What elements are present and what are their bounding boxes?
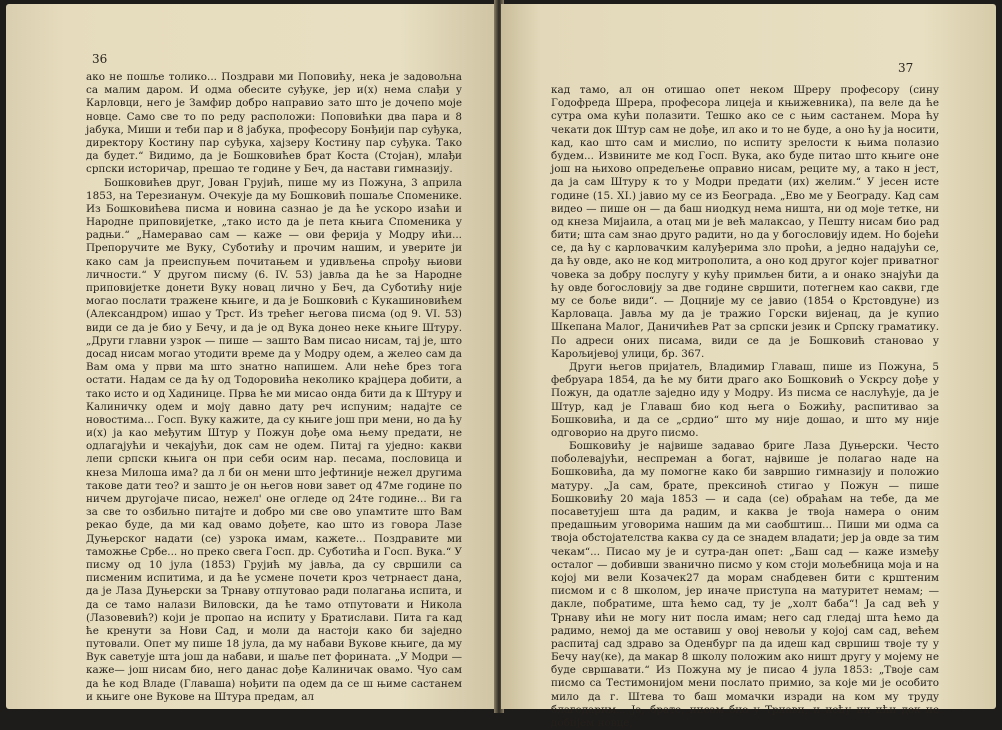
paragraph: Бошковићу је највише задавао бриге Лаза Дуњерски. Често поболевајући, неспреман а богат, највише је полагао наде на Бошковића, да му помогне како би завршио гимназију и положио матуру. „Ја сам, брате, прексиноћ стигао у Пожун — пише Бошковићу 20 маја 1853 — и сада (се) обраћам на тебе, да ме посаветујеш шта да радим, и каква је твоја намера о оним предашњим уговорима нашим да ми саобштиш... Пиши ми одма са твоја обстојателства каква су да се знадем владати; јер ја овде за тим чекам“... Писао му је и сутра-дан опет: „Баш сад — каже између осталог — добивши званично писмо у ком стоји мољебница моја и на којој ми вели Козачек27 да морам снабдевен бити с крштеним писмом и с 8 школом, јер иначе приступа на матуритет немам; — дакле, побратиме, шта ћемо сад, ту је „холт баба“! Ја сад већ у Трнаву ићи не могу нит посла имам; него сад гледај шта ћемо да радимо, немој да ме оставиш у овој невољи у којој сам сад, већем распитај сад здраво за Оденбург па да идеш кад свршиш твоје ту у Бечу нау(ке), да макар 8 школу положим ако ништ другу у мојему не буде свршавати.“ Из Пожуна му је писао 4 јула 1853: „Твоје сам писмо са Тестимонијом мени послато примио, за које ми је особито мило да г. Штева то баш момачки изради на ком му труду благодарим... Ја, брате, нисам био у Трнави, и нећу ни ићи док не добијем новце, — [551, 440, 939, 729]
paragraph: Други његов пријатељ, Владимир Главаш, пише из Пожуна, 5 фебруара 1854, да ће му бити драго ако Бошковић о Ускрсу дође у Пожун, да одатле заједно иду у Модру. Из писма се наслућује, да је Штур, кад је Главаш био код њега о Божићу, распитивао за Бошковића, и да се „срдио“ што му није дошао, и што му није одговорио на друго писмо. — [551, 360, 939, 439]
page-number-left: 36 — [92, 52, 108, 66]
paragraph: ако не пошље толико... Поздрави ми Поповићу, нека је задовољна са малим даром. И одма обесите суђуке, јер и(х) нема слађи у Карловци, него је Замфир добро направио зато што је дочепо моје новце. Само све то по реду расположи: Поповићки два пара и 8 јабука, Миши и теби пар и 8 јабука, професору Бонђији пар суђука, директору Костину пар суђука, хајзеру Костину пар суђука. Тако да будет.“ Видимо, да је Бошковићев брат Коста (Стојан), млађи српски историчар, прешао те године у Беч, да настави гимназију. — [86, 71, 462, 176]
right-page-text — [551, 84, 939, 730]
right-page — [501, 4, 996, 729]
paragraph: Бошковићев друг, Јован Грујић, пише му из Пожуна, 3 априла 1853, на Терезианум. Очекује да му Бошковић пошаље Споменике. Из Бошковићева писма и новина сазнао је да ће ускоро изаћи и Народне приповијетке, „тако исто да је пета књига Споменика у радњи.“ „Намеравао сам — каже — ови ферија у Модру ићи... Препоручите ме Вуку, Суботићу и прочим нашим, и уверите ји како сам ја преиспуњем почитањем и удивљења спрођу њиови личности.“ У другом писму (6. IV. 53) јавља да ће за Народне приповијетке донети Вуку новац лично у Беч, да Суботићу није могао послати тражене књиге, и да је Бошковић с Кукашиновићем (Александром) ишао у Трст. Из трећег његова писма (од 9. VI. 53) види се да је био у Бечу, и да је од Вука донео неке књиге Штуру. „Други главни узрок — пише — зашто Вам писао нисам, тај је, што досад нисам могао утодити време да у Модру одем, а желео сам да Вам ома у први ма што знатно напишем. Али неће брез тога остати. Надам се да ћу од Тодоровића неколико крајцера добити, а тако исто и од Хадинице. Прва ће ми мисао онда бити да к Штуру и Калиничку одем и мојү давно дату реч испуним; надајте се новостима... Госп. Вуку кажите, да су књиге још при мени, но да ћу и(х) ја као међутим Штур у Пожун дође ома њему предати, не одлагајући и чекајући, док сам не одем. Питај га уједно: какви лепи српски књига он при себи осим нар. песама, пословица и кнеза Милоша има? да л би он мени што јефтиније нежел другима такове дати тео? и зашто је он његов нови завет од 47ме године по ничем другојаче писао, нежел' оне огледе од 24те године... Ви га за све то озбиљно питајте и добро ми све ово упамтите што Вам рекао буде, да ми кад овамо дођете, као што из говора Лазе Дуњерског надати (се) узрока имам, кажете... Поздравите ми таможње Србе... но преко свега Госп. др. Суботића и Госп. Вука.“ У писму од 10 јула (1853) Грујић му јавља, да су свршили са писменим испитима, и да ће усмене почети кроз четрнаест дана, да је Лаза Дуњерски за Трнаву отпутовао ради полагања испита, и да се тамо налази Виловски, да ће тамо отпутовати и Никола (Лазовевић?) који је пропао на испиту у Братислави. Пита га кад ће кренути за Нови Сад, и моли да настоји како би заједно путовали. Опет му пише 18 јула, да му набави Вукове књиге, да му Вук саветује шта још да набави, и шаље пет форината. „У Модри — каже— још нисам био, него данас дође Калиничак овамо. Чуо сам да ће код Владе (Главаша) нођити па одем да се ш њиме састанем и књиге оне Вукове на Штура предам, ал — [86, 176, 462, 703]
page-number-right: 37 — [898, 61, 914, 75]
left-page-text — [86, 71, 462, 704]
left-page — [6, 4, 497, 709]
paragraph: кад тамо, ал он отишао опет неком Шреру професору (сину Годофреда Шрера, професора лицеја и књижевника), па веле да ће сутра ома кући полазити. Тешко ако се с њим састанем. Мора ћу чекати док Штур сам не дође, ил ако и то не буде, а оно ћу ја носити, кад, као што сам и мислио, по испиту зрелости к њима полазио будем... Извините ме код Госп. Вука, ако буде питао што књиге оне још на њихово опредељење оправио нисам, реците му, а тако н јест, да ја сам Штуру к то у Модри предати (их) желим.“ У јесен исте године (15. XI.) јавио му се из Београда. „Ево ме у Београду. Кад сам видео — пише он — да баш ниодкуд нема ништа, ни од моје тетке, ни од кнеза Мијаила, а отац ми је већ малаксао, у Пешту нисам био рад бити; шта сам знао друго радити, но да у богословију идем. Но бојећи се, да ћу с карловачким калуђерима зло проћи, а једно надајући се, да ћу овде, ако не код митрополита, а оно код другог којег приватног човека за добру послугу у кућу примљен бити, а и онако знајући да ћу овде богословију за две године свршити, потегнем као сакви, где му се боље види“. — Доцније му се јавио (1854 о Крстовдуне) из Карловаца. Јавља му да је тражио Горски вијенац, да је купио Шкепана Малог, Даничићев Рат за српски језик и Српску граматику. По адреси оних писама, види се да је Бошковић становао у Карољијевој улици, бр. 367. — [551, 84, 939, 360]
